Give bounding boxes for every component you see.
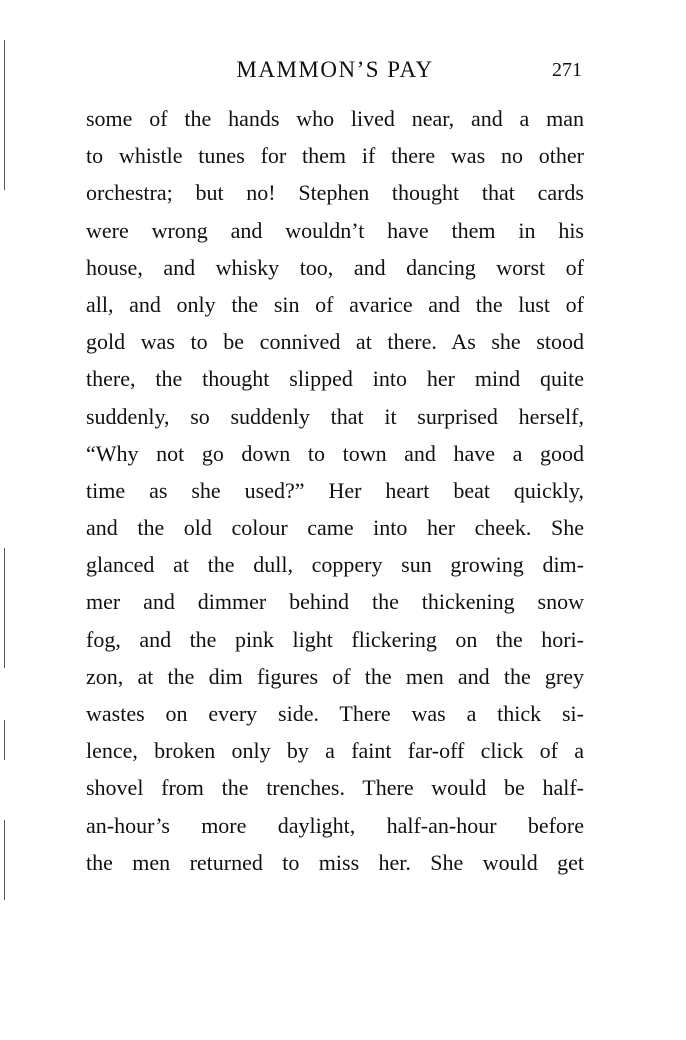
text-line: there, the thought slipped into her mind quite [86, 366, 584, 392]
text-line: “Why not go down to town and have a good [86, 440, 584, 466]
text-line: zon, at the dim figures of the men and the grey [86, 663, 584, 689]
scan-edge-mark [4, 40, 5, 190]
text-line: fog, and the pink light flickering on the hori- [86, 626, 584, 652]
text-line: and the old colour came into her cheek. She [86, 515, 584, 541]
page-number: 271 [552, 59, 582, 81]
scan-edge-mark [4, 548, 5, 668]
text-line: mer and dimmer behind the thickening snow [86, 589, 584, 615]
running-head [86, 52, 584, 88]
text-line: lence, broken only by a faint far-off click of a [86, 738, 584, 764]
text-line: were wrong and wouldn’t have them in his [86, 217, 584, 243]
body-text [86, 100, 584, 881]
text-line: house, and whisky too, and dancing worst of [86, 254, 584, 280]
text-line: some of the hands who lived near, and a man [86, 106, 584, 131]
scan-edge-mark [4, 820, 5, 900]
text-line: wastes on every side. There was a thick si- [86, 701, 584, 726]
scan-edge-mark [4, 720, 5, 760]
text-line: gold was to be connived at there. As she stood [86, 329, 584, 355]
text-line: orchestra; but no! Stephen thought that cards [86, 180, 584, 206]
text-line: the men returned to miss her. She would get [86, 849, 584, 875]
text-line: to whistle tunes for them if there was no other [86, 143, 584, 169]
text-line: all, and only the sin of avarice and the lust of [86, 291, 584, 317]
text-line: glanced at the dull, coppery sun growing dim- [86, 552, 584, 578]
text-line: suddenly, so suddenly that it surprised herself, [86, 403, 584, 429]
text-line: time as she used?” Her heart beat quickly, [86, 477, 584, 503]
running-title: MAMMON’S PAY [236, 57, 434, 82]
text-line: shovel from the trenches. There would be half- [86, 775, 584, 801]
text-line: an-hour’s more daylight, half-an-hour before [86, 812, 584, 838]
